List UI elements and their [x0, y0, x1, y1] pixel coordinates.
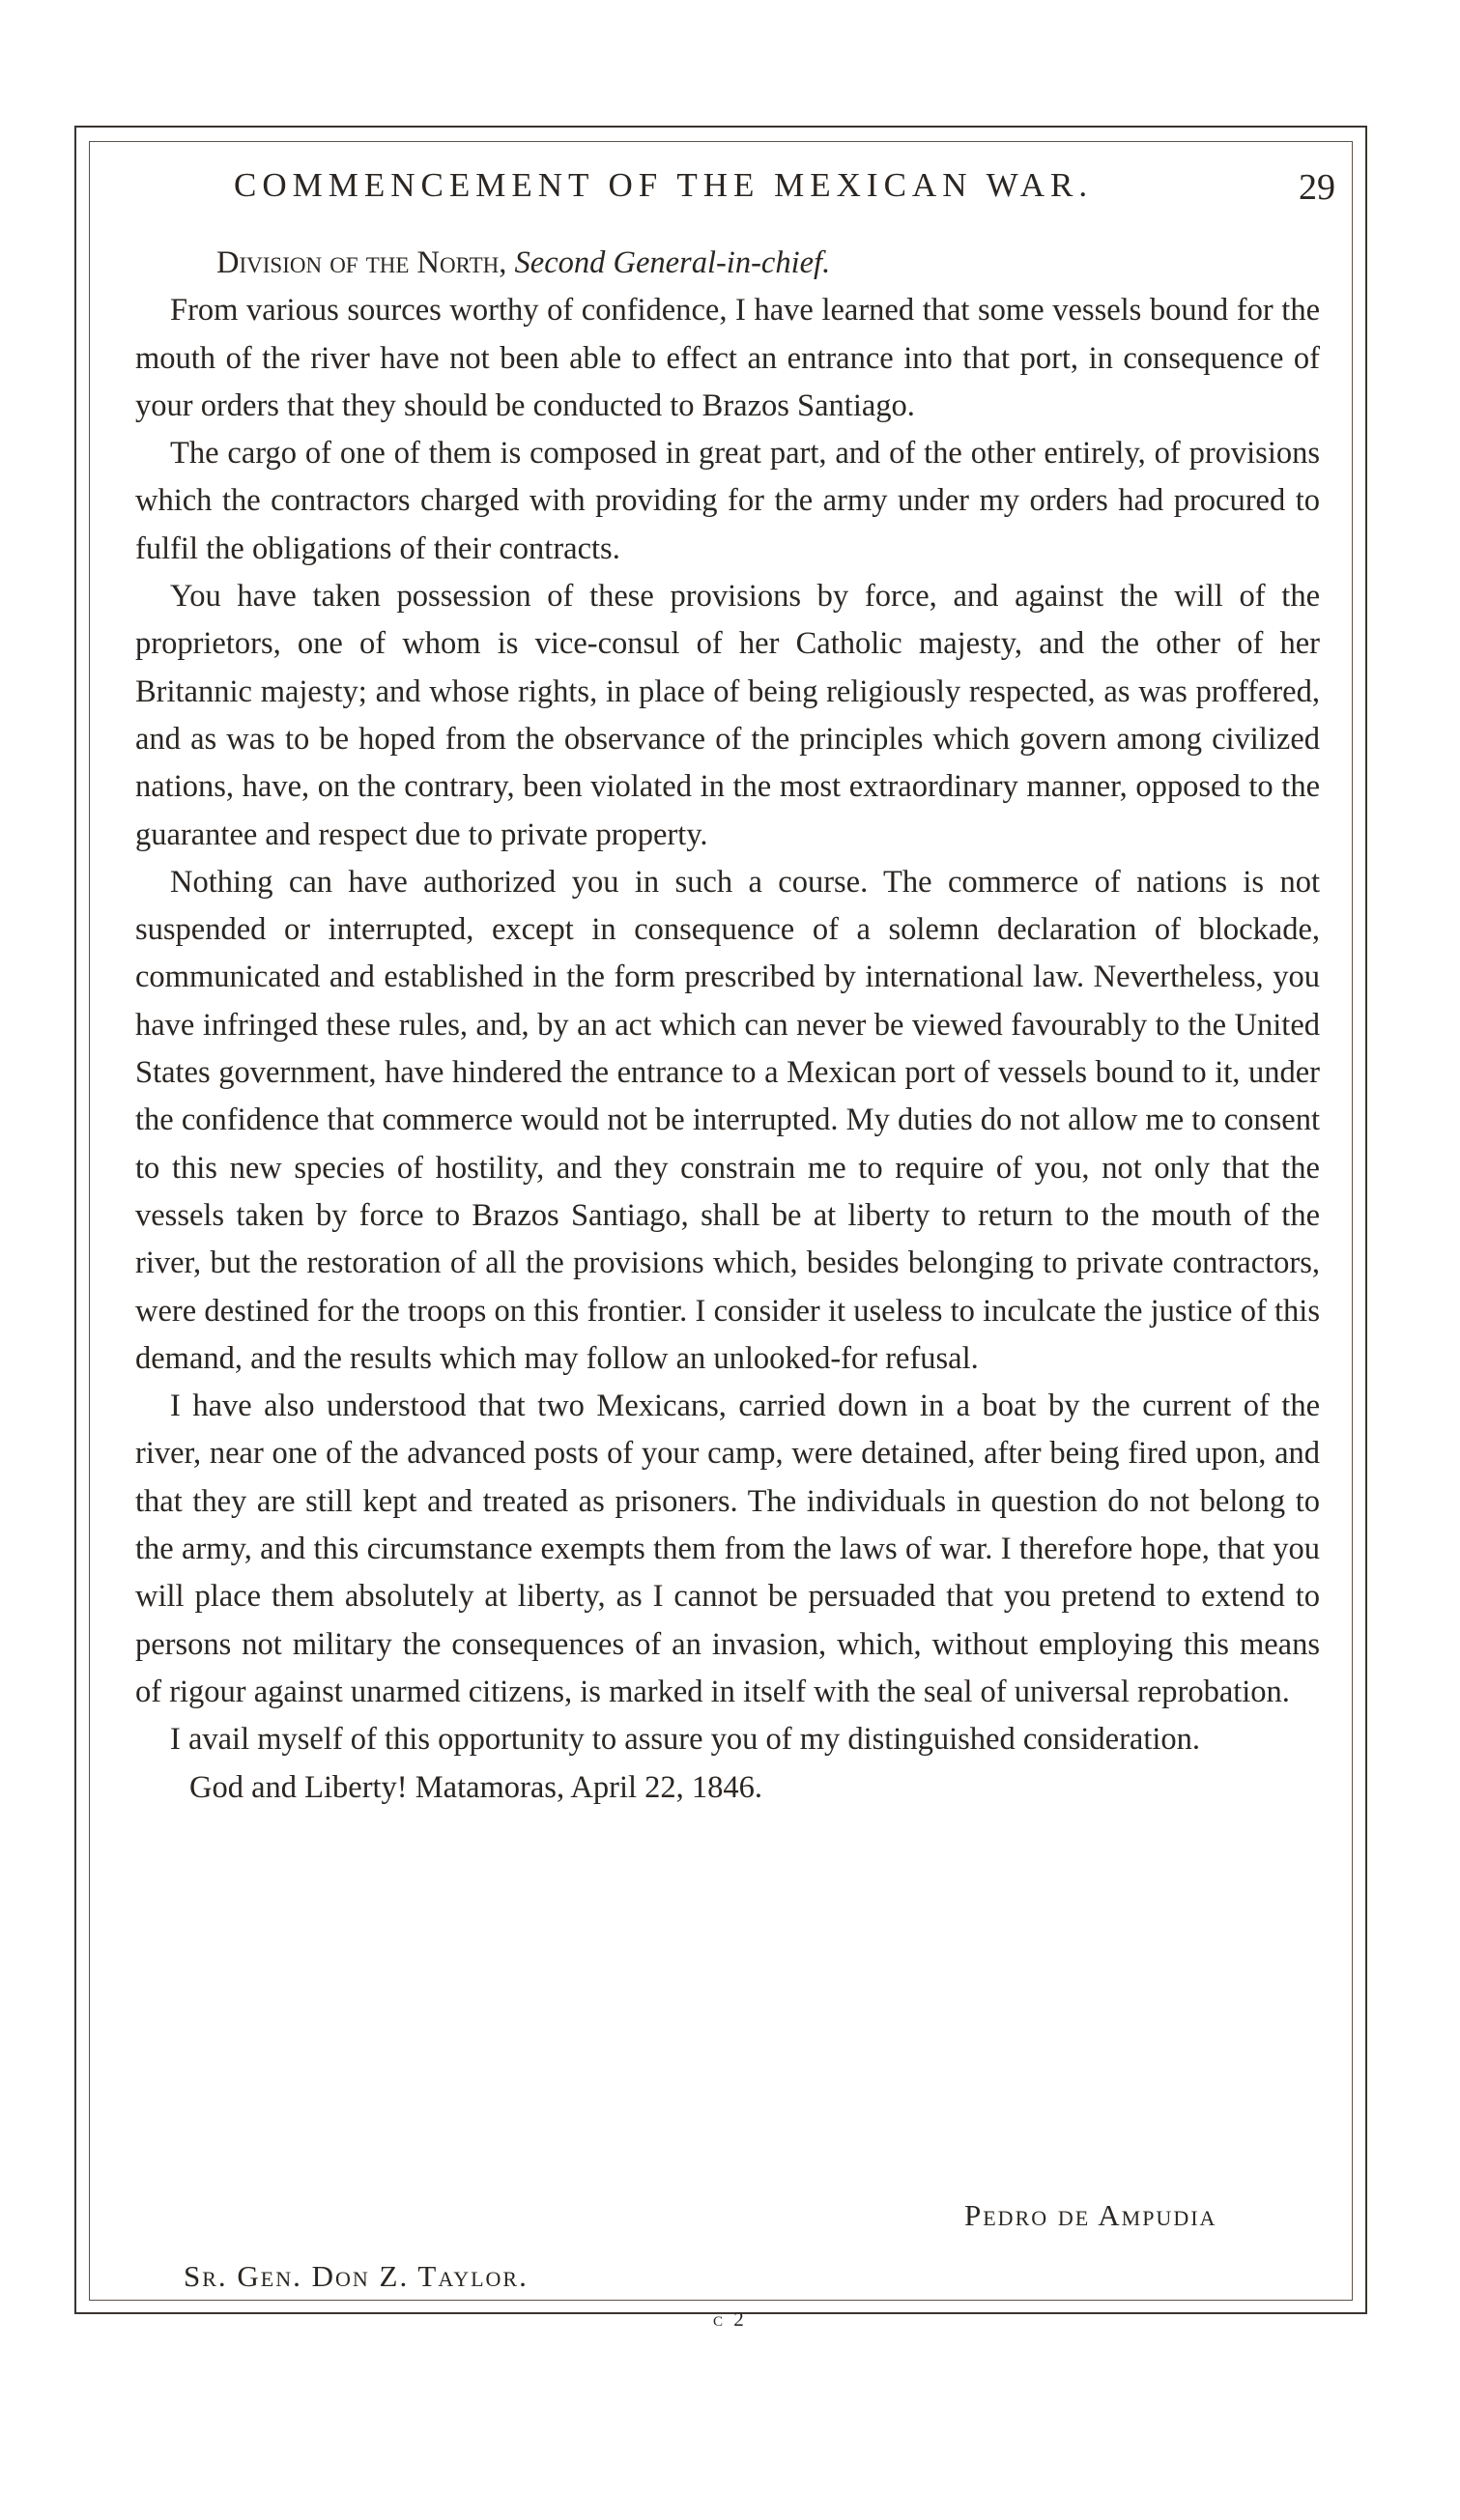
rank-title: Second General-in-chief.: [514, 245, 831, 280]
letter-body: [135, 240, 1320, 1812]
paragraph: I have also understood that two Mexicans, carried down in a boat by the current of the river, near one of the advanced posts of your camp, were detained, after being fired upon, and that they are still kept and treated as prisoners. The individuals in question do not belong to the army, and this circumstance exempts them from the laws of war. I therefore hope, that you will place them absolutely at liberty, as I cannot be persuaded that you pretend to extend to persons not military the consequences of an invasion, which, without employing this means of rigour against unarmed citizens, is marked in itself with the seal of universal reprobation.: [135, 1389, 1320, 1709]
paragraph: You have taken possession of these provisions by force, and against the will of the proprietors, one of whom is vice-consul of her Catholic majesty, and the other of her Britannic majesty; and whose rights, in place of being religiously respected, as was proffered, and as was to be hoped from the observance of the principles which govern among civilized nations, have, on the contrary, been violated in the most extraordinary manner, opposed to the guarantee and respect due to private property.: [135, 579, 1320, 852]
paragraph: From various sources worthy of confidence, I have learned that some vessels bound for the mouth of the river have not been able to effect an entrance into that port, in consequence of your orders that they should be conducted to Brazos Santiago.: [135, 293, 1320, 423]
signature: Pedro de Ampudia: [964, 2198, 1217, 2232]
running-title: COMMENCEMENT OF THE MEXICAN WAR.: [234, 166, 1094, 204]
printer-signature-mark: c 2: [713, 2307, 747, 2331]
division-name: Division of the North,: [216, 245, 507, 280]
paragraph: The cargo of one of them is composed in great part, and of the other entirely, of provisions which the contractors charged with providing for the army under my orders had procured to fulfil the obligations of their contracts.: [135, 436, 1320, 566]
paragraph: Nothing can have authorized you in such a course. The commerce of nations is not suspended or interrupted, except in consequence of a solemn declaration of blockade, communicated and established in the form prescribed by international law. Nevertheless, you have infringed these rules, and, by an act which can never be viewed favourably to the United States government, have hindered the entrance to a Mexican port of vessels bound to it, under the confidence that commerce would not be interrupted. My duties do not allow me to consent to this new species of hostility, and they constrain me to require of you, not only that the vessels taken by force to Brazos Santiago, shall be at liberty to return to the mouth of the river, but the restoration of all the provisions which, besides belonging to private contractors, were destined for the troops on this frontier. I consider it useless to inculcate the justice of this demand, and the results which may follow an unlooked-for refusal.: [135, 864, 1320, 1376]
addressee: Sr. Gen. Don Z. Taylor.: [184, 2259, 529, 2293]
closing-line: God and Liberty! Matamoras, April 22, 1846.: [189, 1769, 763, 1805]
page-number: 29: [1299, 167, 1335, 208]
letter-heading: [135, 240, 1320, 287]
paragraph: I avail myself of this opportunity to assure you of my distinguished consideration.: [170, 1722, 1201, 1758]
running-head: [126, 166, 1335, 224]
